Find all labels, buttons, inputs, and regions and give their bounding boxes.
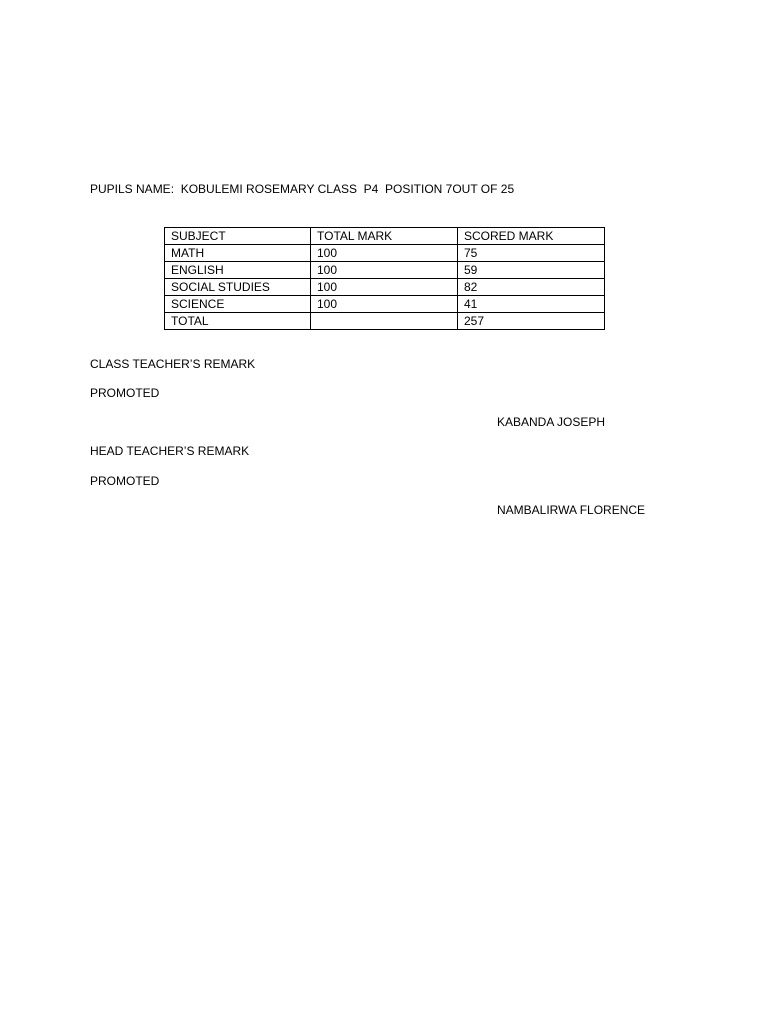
head-teacher-remark-heading: HEAD TEACHER’S REMARK — [90, 444, 250, 458]
header-total-mark: TOTAL MARK — [311, 228, 458, 245]
total-mark-cell: 100 — [311, 245, 458, 262]
total-mark-cell: 100 — [311, 279, 458, 296]
marks-table — [164, 227, 605, 330]
header-scored-mark: SCORED MARK — [458, 228, 605, 245]
subject-cell: SOCIAL STUDIES — [165, 279, 311, 296]
scored-mark-cell: 257 — [458, 313, 605, 330]
table-row — [165, 262, 605, 279]
class-teacher-remark-heading: CLASS TEACHER’S REMARK — [90, 357, 256, 371]
subject-cell: TOTAL — [165, 313, 311, 330]
table-row — [165, 245, 605, 262]
scored-mark-cell: 82 — [458, 279, 605, 296]
total-mark-cell — [311, 313, 458, 330]
total-mark-cell: 100 — [311, 262, 458, 279]
head-teacher-remark: PROMOTED — [90, 474, 160, 488]
head-teacher-name: NAMBALIRWA FLORENCE — [497, 503, 646, 517]
table-row — [165, 296, 605, 313]
subject-cell: ENGLISH — [165, 262, 311, 279]
pupil-info-line: PUPILS NAME: KOBULEMI ROSEMARY CLASS P4 POSITION 7OUT OF 25 — [90, 182, 515, 196]
table-row — [165, 279, 605, 296]
scored-mark-cell: 41 — [458, 296, 605, 313]
scored-mark-cell: 75 — [458, 245, 605, 262]
subject-cell: MATH — [165, 245, 311, 262]
class-teacher-name: KABANDA JOSEPH — [497, 415, 606, 429]
total-mark-cell: 100 — [311, 296, 458, 313]
table-header-row — [165, 228, 605, 245]
scored-mark-cell: 59 — [458, 262, 605, 279]
class-teacher-remark: PROMOTED — [90, 386, 160, 400]
header-subject: SUBJECT — [165, 228, 311, 245]
subject-cell: SCIENCE — [165, 296, 311, 313]
table-total-row — [165, 313, 605, 330]
